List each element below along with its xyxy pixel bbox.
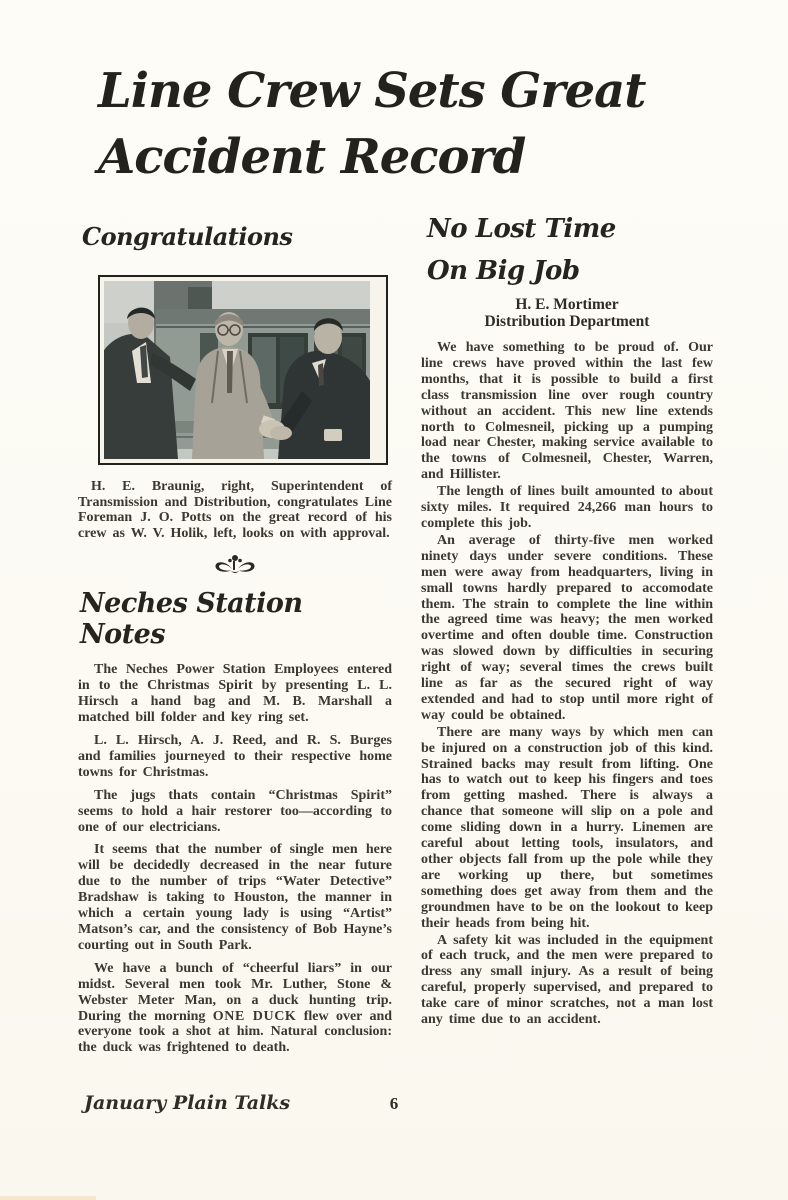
congratulations-heading: Congratulations (82, 222, 293, 251)
paragraph: We have a bunch of “cheerful liars” in our midst. Several men took Mr. Luther, Stone & Webster Meter Man, on a duck hunting trip. During the morning ONE DUCK flew over and everyone took a shot at him. Natural conclusion: the duck was frightened to death. (78, 960, 393, 1056)
byline-department: Distribution Department (484, 313, 650, 330)
handshake-photo-illustration (104, 281, 370, 459)
left-column (78, 216, 392, 1063)
right-heading-line-2: On Big Job (427, 256, 580, 286)
paragraph: The length of lines built amounted to about sixty miles. It required 24,266 man hours to complete this job. (421, 484, 713, 531)
paragraph: The Neches Power Station Employees entered in to the Christmas Spirit by presenting L. L. Hirsch a hand bag and M. B. Marshall a matched bill folder and key ring set. (78, 662, 392, 726)
paragraph: It seems that the number of single men here will be decidedly decreased in the near future due to the number of trips “Water Detective” Bradshaw is taking to Houston, the manner in which a certain young lady is using “Artist” Matson’s car, and the consistency of Bob Hayne’s courting out in South Park. (78, 842, 392, 953)
ornament-row (78, 553, 392, 582)
scan-edge-artifact (0, 1196, 96, 1200)
paragraph: A safety kit was included in the equipment of each truck, and the men were prepared to dress any small injury. As a result of being careful, properly supervised, and prepared to take care of minor scratches, not a man lost any time due to an accident. (421, 932, 713, 1028)
paragraph: L. L. Hirsch, A. J. Reed, and R. S. Burges and families journeyed to their respective home towns for Christmas. (78, 733, 392, 780)
photo-frame (98, 275, 388, 465)
right-column (421, 208, 713, 1029)
neches-station-notes-heading: Neches Station Notes (80, 588, 303, 651)
page-title (98, 58, 645, 190)
floral-fleuron-icon (212, 553, 258, 577)
paragraph: There are many ways by which men can be injured on a construction job of this kind. Strained backs may result from lifting. One has to watch out to keep his fingers and toes from getting mashed. There is always a chance that someone will slip on a pole and come sliding down in a hurry. Linemen are careful about letting tools, insulators, and other objects fall from up the pole while they are working up there, but sometimes something does get away from them and the groundmen have to be on the lookout to keep their heads from being hit. (421, 724, 713, 931)
footer-page-number: 6 (389, 1094, 399, 1113)
no-lost-time-heading (427, 208, 713, 292)
byline (421, 296, 713, 330)
neches-notes-paragraphs (78, 662, 392, 1056)
footer-publication-title: January Plain Talks (84, 1092, 291, 1114)
byline-author: H. E. Mortimer (515, 296, 619, 313)
photo-caption: H. E. Braunig, right, Superintendent of Transmission and Distribution, congratulates Line Foreman J. O. Potts on the great record of his crew as W. V. Holik, left, looks on with approval. (78, 479, 392, 541)
page-title-line-2: Accident Record (98, 129, 526, 185)
page-title-line-1: Line Crew Sets Great (98, 63, 646, 119)
paragraph: An average of thirty-five men worked ninety days under severe conditions. These men were away from headquarters, living in small towns hardly prepared to accomodate them. The strain to complete the line within the agreed time was heavy; the men worked overtime and often double time. Construction was slowed down by difficulties in securing right of way; several times the crews built line as far as the secured right of way extended and had to stop until more right of way could be obtained. (421, 532, 713, 723)
right-heading-line-1: No Lost Time (427, 214, 616, 244)
paragraph: The jugs thats contain “Christmas Spirit” seems to hold a hair restorer too—according to one of our electricians. (78, 787, 392, 835)
article-paragraphs (421, 340, 713, 1028)
paragraph: We have something to be proud of. Our line crews have proved within the last few months, that it is possible to build a first class transmission line over rough country without an accident. This new line extends north to Colmesneil, picking up a pumping load near Chester, making service available to the towns of Colmesneil, Chester, Warren, and Hillister. (421, 340, 713, 483)
